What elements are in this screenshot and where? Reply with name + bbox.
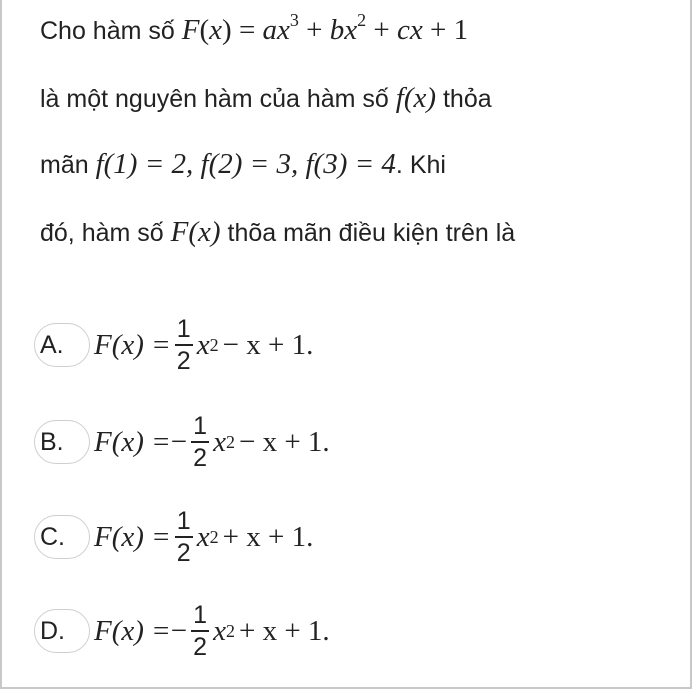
option-expression: F(x) = $\frac{1}{2}$ x 2 + x + 1. [94,507,314,567]
option-expression: F(x) = $\frac{1}{2}$ x 2 − x + 1. [94,315,314,375]
option-c[interactable] [34,508,313,566]
question-text: Cho hàm số [40,17,175,45]
question-text: thỏa [442,85,492,113]
question-line-3 [40,144,446,185]
question-text: là một nguyên hàm của hàm số [40,85,389,113]
option-b[interactable] [34,413,330,471]
fraction: $\frac{1}{2}$ [191,602,209,660]
fraction: $\frac{1}{2}$ [191,413,209,471]
question-line-4 [40,212,515,253]
question-text: đó, hàm số [40,219,164,247]
function-f: f(x) [395,82,437,114]
antiderivative-formula: $F(x) = ax^3 + bx^2$ + cx + 1 [181,10,469,46]
conditions: f(1) = 2, f(2) = 3, f(3) = 4 [95,148,396,180]
question-line-2 [40,78,492,119]
option-expression: F(x) = − $\frac{1}{2}$ x 2 − x + 1. [94,412,330,472]
option-d[interactable] [34,602,330,660]
function-F: F(x) [170,216,221,248]
question-text: thõa mãn điều kiện trên là [227,219,516,247]
option-letter[interactable]: A. [34,323,90,367]
fraction: $\frac{1}{2}$ [175,508,193,566]
question-line-1 [40,10,468,51]
option-letter[interactable]: B. [34,420,90,464]
option-letter[interactable]: C. [34,515,90,559]
fraction: $\frac{1}{2}$ [175,316,193,374]
question-text: . Khi [395,151,446,179]
option-letter[interactable]: D. [34,609,90,653]
question-text: mãn [40,151,89,179]
option-a[interactable] [34,316,313,374]
option-expression: F(x) = − $\frac{1}{2}$ x 2 + x + 1. [94,601,330,661]
